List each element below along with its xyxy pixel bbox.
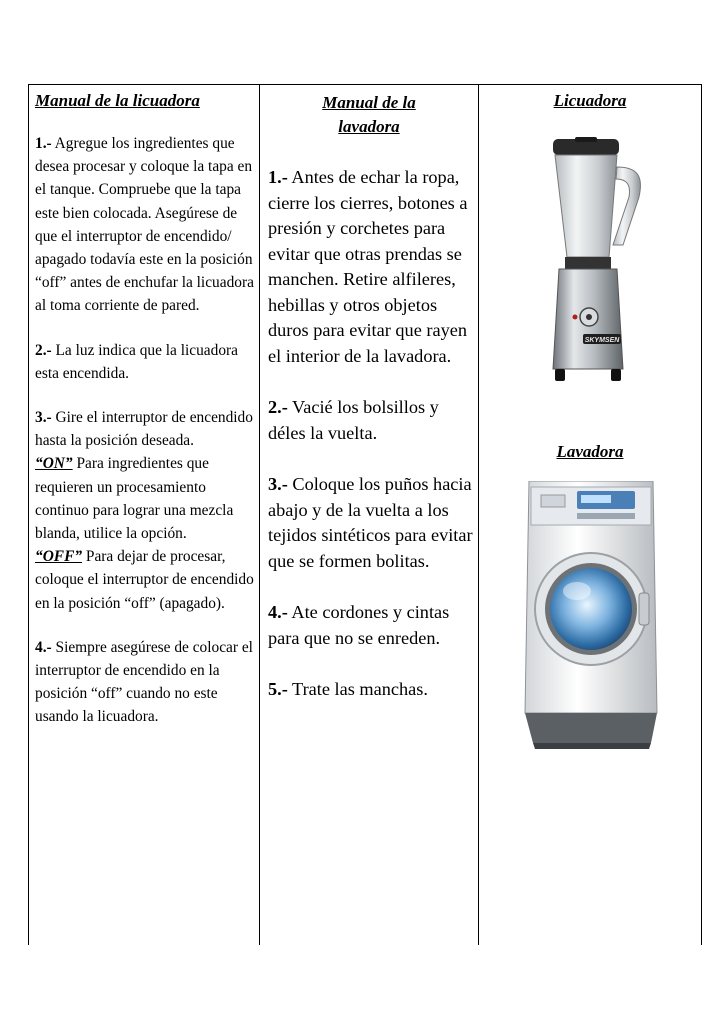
washer-manual-column xyxy=(260,85,479,945)
step-text: Coloque los puños hacia abajo y de la vuelta a los tejidos sintéticos para evitar que se formen bolitas. xyxy=(268,474,473,571)
blender-brand-label: SKYMSEN xyxy=(584,337,620,344)
blender-step-4 xyxy=(35,636,255,729)
washer-step-5 xyxy=(268,677,474,703)
blender-manual-title: Manual de la licuadora xyxy=(35,91,200,110)
step-text: La luz indica que la licuadora esta encendida. xyxy=(35,341,238,382)
washer-step-1 xyxy=(268,165,474,369)
step-number: 1.- xyxy=(35,135,52,152)
blender-step-1 xyxy=(35,132,255,318)
step-number: 2.- xyxy=(268,397,288,417)
step-text: Antes de echar la ropa, cierre los cierres, botones a presión y corchetes para evitar que otras prendas se manchen. Retire alfileres, hebillas y otros objetos duros para evitar que rayen el interior de la lavadora. xyxy=(268,167,468,366)
step-number: 5.- xyxy=(268,679,288,699)
blender-image-title: Licuadora xyxy=(553,91,627,110)
step-number: 3.- xyxy=(35,409,52,427)
blender-image xyxy=(545,137,645,392)
manual-table xyxy=(28,84,702,945)
washing-machine-illustration xyxy=(521,481,661,751)
washer-manual-title: Manual de la lavadora xyxy=(322,93,416,136)
off-text: Para dejar de procesar, coloque el interruptor de encendido en la posición “off” (apagado). xyxy=(35,548,254,612)
blender-manual-column xyxy=(29,85,260,945)
step-text: Gire el interruptor de encendido hasta la posición deseada. xyxy=(35,409,253,450)
step-text: Agregue los ingredientes que desea procesar y coloque la tapa en el tanque. Compruebe que la tapa este bien colocada. Asegúrese de que el interruptor de encendido/ apagado todavía este en la posición “off” antes de enchufar la licuadora al toma corriente de pared. xyxy=(35,135,254,315)
step-text: Ate cordones y cintas para que no se enreden. xyxy=(268,602,450,648)
washer-step-2 xyxy=(268,395,474,446)
step-number: 3.- xyxy=(268,474,288,494)
blender-manual-body xyxy=(29,111,259,729)
step-number: 4.- xyxy=(268,602,288,622)
images-column xyxy=(479,85,701,945)
step-text: Siempre asegúrese de colocar el interruptor de encendido en la posición “off” cuando no este usando la licuadora. xyxy=(35,638,253,726)
step-number: 1.- xyxy=(268,167,288,187)
washer-image-title: Lavadora xyxy=(556,442,624,461)
step-number: 2.- xyxy=(35,341,52,359)
step-text: Vacié los bolsillos y déles la vuelta. xyxy=(268,397,439,443)
washer-manual-body xyxy=(260,139,478,703)
step-number: 4.- xyxy=(35,638,52,656)
blender-step-2 xyxy=(35,339,255,385)
washer-step-4 xyxy=(268,600,474,651)
blender-step-3 xyxy=(35,406,255,615)
washer-step-3 xyxy=(268,472,474,574)
on-text: Para ingredientes que requieren un procesamiento continuo para lograr una mezcla blanda, utilice la opción. xyxy=(35,455,234,543)
on-label: “ON” xyxy=(35,455,73,473)
washer-image xyxy=(521,481,661,756)
blender-illustration xyxy=(545,137,645,387)
step-text: Trate las manchas. xyxy=(287,679,428,699)
off-label: “OFF” xyxy=(35,548,83,566)
